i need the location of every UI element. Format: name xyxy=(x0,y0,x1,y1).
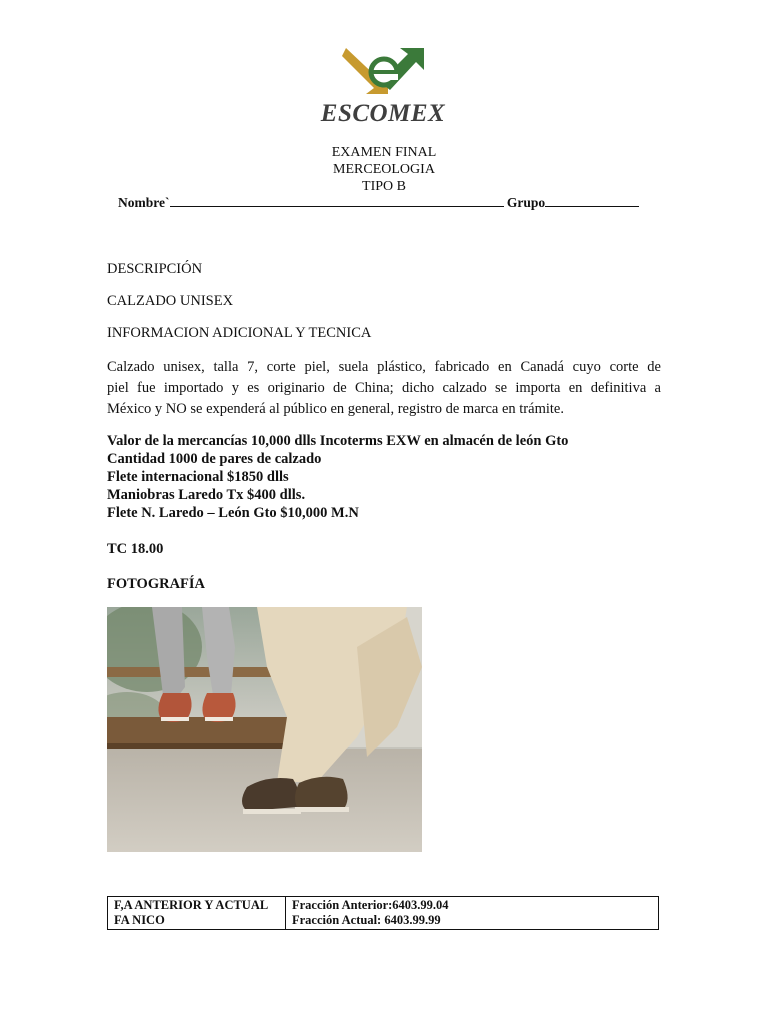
exam-title: EXAMEN FINAL xyxy=(331,145,437,160)
table-row xyxy=(108,897,659,930)
group-label: Grupo xyxy=(506,195,546,210)
section-descripcion: DESCRIPCIÓN xyxy=(107,261,203,277)
fraction-previous: Fracción Anterior:6403.99.04 xyxy=(292,898,449,912)
name-group-row xyxy=(118,194,639,211)
value-line: Cantidad 1000 de pares de calzado xyxy=(107,451,322,467)
shoes-photo-image xyxy=(107,607,422,852)
name-field[interactable] xyxy=(170,194,504,207)
name-label: Nombre` xyxy=(118,195,170,210)
shoes-photo xyxy=(107,607,422,852)
fraction-current: Fracción Actual: 6403.99.99 xyxy=(292,913,441,927)
description-line: México y NO se expenderá al público en general, registro de marca en trámite. xyxy=(107,401,564,417)
section-info: INFORMACION ADICIONAL Y TECNICA xyxy=(107,325,372,341)
description-line: Calzado unisex, talla 7, corte piel, suela plástico, fabricado en Canadá cuyo corte de xyxy=(107,359,661,375)
value-line: Flete internacional $1850 dlls xyxy=(107,469,289,485)
value-line: Maniobras Laredo Tx $400 dlls. xyxy=(107,487,306,503)
exchange-rate: TC 18.00 xyxy=(107,541,164,557)
fraction-label-line: FA NICO xyxy=(114,913,165,927)
escomex-logo-icon xyxy=(342,44,424,100)
logo-text: ESCOMEX xyxy=(320,100,446,127)
fraction-label-cell xyxy=(108,897,286,930)
group-field[interactable] xyxy=(545,194,639,207)
exam-subject: MERCEOLOGIA xyxy=(333,162,435,177)
description-paragraph xyxy=(107,357,661,420)
description-line: piel fue importado y es originario de China; dicho calzado se importa en definitiva a xyxy=(107,380,661,396)
section-fotografia: FOTOGRAFÍA xyxy=(107,576,206,592)
fraction-table xyxy=(107,896,659,930)
fraction-values-cell xyxy=(286,897,659,930)
value-line: Flete N. Laredo – León Gto $10,000 M.N xyxy=(107,505,359,521)
fraction-label-line: F,A ANTERIOR Y ACTUAL xyxy=(114,898,269,912)
values-list xyxy=(107,432,568,522)
exam-type: TIPO B xyxy=(362,179,406,194)
section-calzado: CALZADO UNISEX xyxy=(107,293,234,309)
value-line: Valor de la mercancías 10,000 dlls Incoterms EXW en almacén de león Gto xyxy=(107,433,569,449)
escomex-logo xyxy=(318,44,448,128)
